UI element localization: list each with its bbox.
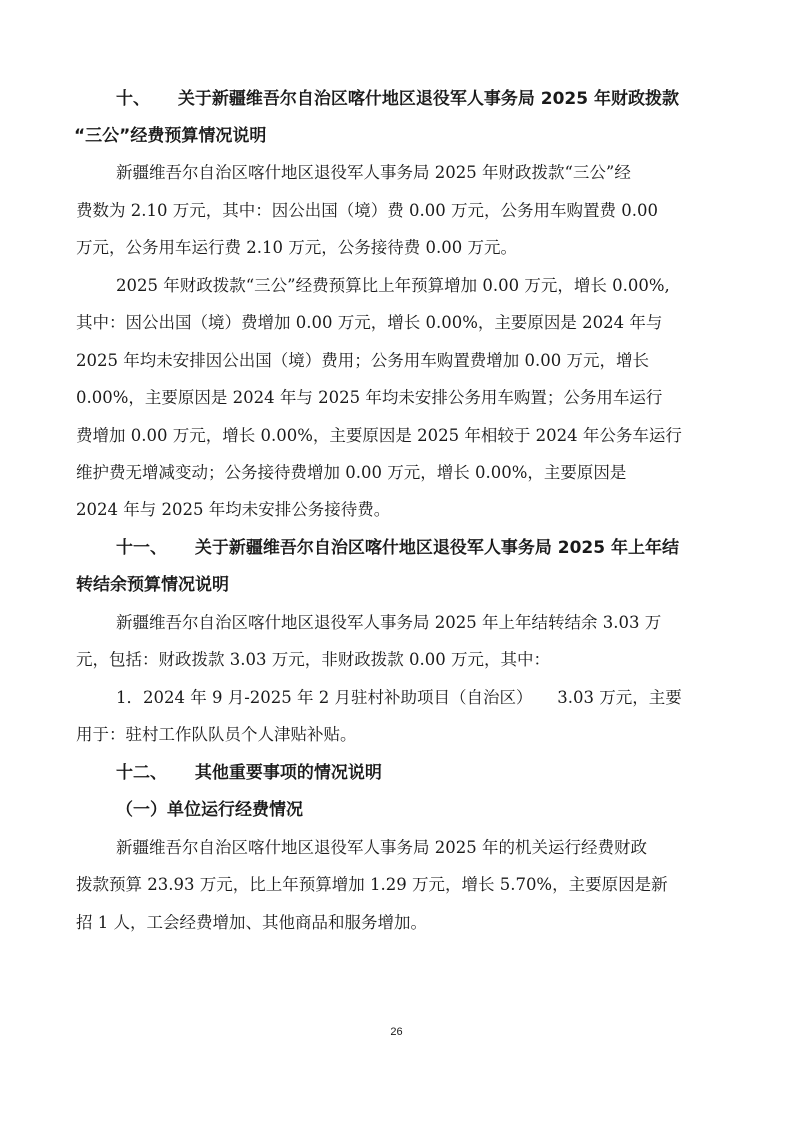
section-12-heading [116, 762, 382, 784]
section-10-paragraph-2-line: 2024 年与 2025 年均未安排公务接待费。 [76, 500, 391, 519]
section-11-paragraph-2-line: 1．2024 年 9 月-2025 年 2 月驻村补助项目（自治区） 3.03 万元，主要 [116, 688, 682, 707]
page-number: 26 [390, 1026, 403, 1038]
section-10-paragraph-1-line: 新疆维吾尔自治区喀什地区退役军人事务局 2025 年财政拨款“三公”经 [116, 163, 631, 182]
section-10-number: 十、 [116, 89, 150, 109]
section-10-paragraph-1-line: 费数为 2.10 万元，其中：因公出国（境）费 0.00 万元，公务用车购置费 0.00 [76, 201, 658, 220]
section-10-paragraph-2-line: 2025 年均未安排因公出国（境）费用；公务用车购置费增加 0.00 万元，增长 [76, 351, 649, 370]
section-10-paragraph-1-line: 万元，公务用车运行费 2.10 万元，公务接待费 0.00 万元。 [76, 238, 517, 257]
section-10-paragraph-2-line: 费增加 0.00 万元，增长 0.00%，主要原因是 2025 年相较于 2024 年公务车运行 [76, 426, 682, 445]
section-10-paragraph-2-line: 维护费无增减变动；公务接待费增加 0.00 万元，增长 0.00%，主要原因是 [76, 463, 627, 482]
section-11-number: 十一、 [116, 538, 167, 558]
section-11-heading [116, 537, 679, 559]
section-10-heading [116, 88, 679, 110]
section-10-paragraph-2-line: 2025 年财政拨款“三公”经费预算比上年预算增加 0.00 万元，增长 0.00%, [116, 276, 670, 295]
section-11-paragraph-1-line: 元，包括：财政拨款 3.03 万元，非财政拨款 0.00 万元，其中： [76, 650, 550, 669]
section-10-paragraph-2-line: 其中：因公出国（境）费增加 0.00 万元，增长 0.00%，主要原因是 2024 年与 [76, 313, 663, 332]
section-10-title-line1: 关于新疆维吾尔自治区喀什地区退役军人事务局 2025 年财政拨款 [177, 89, 679, 109]
section-12-paragraph-1-line: 拨款预算 23.93 万元，比上年预算增加 1.29 万元，增长 5.70%，主要原因是新 [76, 875, 668, 894]
section-11-title-line2: 转结余预算情况说明 [76, 575, 229, 595]
section-12-sub-heading: （一）单位运行经费情况 [116, 800, 303, 820]
section-12-title: 其他重要事项的情况说明 [194, 763, 382, 783]
section-12-paragraph-1-line: 新疆维吾尔自治区喀什地区退役军人事务局 2025 年的机关运行经费财政 [116, 838, 647, 857]
section-10-title-line2: “三公”经费预算情况说明 [74, 126, 267, 146]
section-11-paragraph-2-line: 用于：驻村工作队队员个人津贴补贴。 [76, 725, 357, 744]
section-12-number: 十二、 [116, 763, 167, 783]
section-10-paragraph-2-line: 0.00%，主要原因是 2024 年与 2025 年均未安排公务用车购置；公务用车运行 [76, 388, 663, 407]
section-12-paragraph-1-line: 招 1 人，工会经费增加、其他商品和服务增加。 [76, 913, 427, 932]
section-11-paragraph-1-line: 新疆维吾尔自治区喀什地区退役军人事务局 2025 年上年结转结余 3.03 万 [116, 613, 662, 632]
section-11-title-line1: 关于新疆维吾尔自治区喀什地区退役军人事务局 2025 年上年结 [194, 538, 679, 558]
